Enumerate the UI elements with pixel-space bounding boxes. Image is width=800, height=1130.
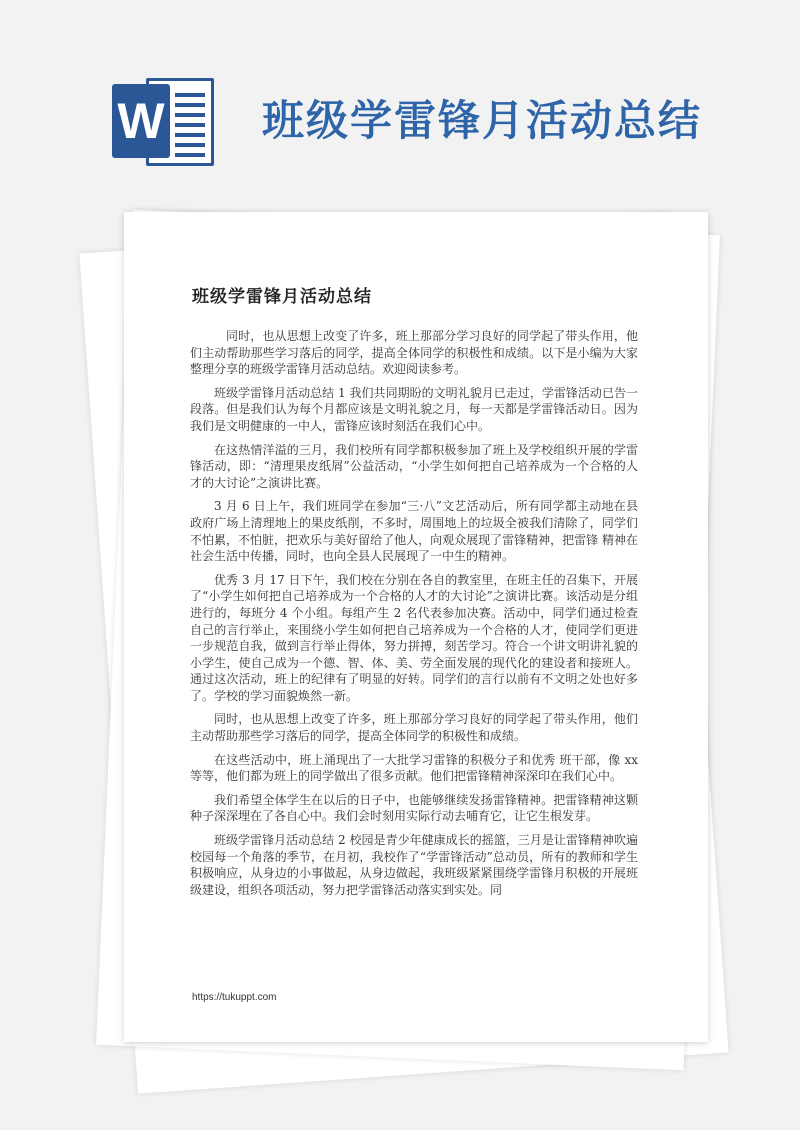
page-title: 班级学雷锋月活动总结	[262, 96, 703, 145]
document-title: 班级学雷锋月活动总结	[192, 287, 372, 307]
paragraph: 在这热情洋溢的三月，我们校所有同学都积极参加了班上及学校组织开展的学雷锋活动，即：“清理果皮纸屑”公益活动，“小学生如何把自己培养成为一个合格的人才的大讨论”之演讲比赛。	[190, 442, 638, 490]
paragraph: 3 月 6 日上午，我们班同学在参加“三·八”文艺活动后，所有同学都主动地在县政府广场上清理地上的果皮纸削，不多时，周围地上的垃圾全被我们清除了，同学们不怕累，不怕脏，把欢乐与美好留给了他人，向观众展现了雷锋精神，把雷锋 精神在社会生活中传播，同时，也向全县人民展现了一中生的精神。	[190, 499, 638, 564]
paragraph: 同时，也从思想上改变了许多，班上那部分学习良好的同学起了带头作用，他们主动帮助那些学习落后的同学，提高全体同学的积极性和成绩。以下是小编为大家整理分享的班级学雷锋月活动总结。欢迎阅读参考。	[190, 329, 638, 377]
paragraph: 我们希望全体学生在以后的日子中，也能够继续发扬雷锋精神。把雷锋精神这颗种子深深埋在了各自心中。我们会时刻用实际行动去哺育它，让它生根发芽。	[190, 792, 638, 824]
paragraph: 优秀 3 月 17 日下午，我们校在分别在各自的教室里，在班主任的召集下，开展了“小学生如何把自己培养成为一个合格的人才的大讨论”之演讲比赛。该活动是分组进行的，每班分 4 个小组。每组产生 2 名代表参加决赛。活动中，同学们通过检查自己的言行举止，来围绕小学生如何把自己培养成为一个合格的人才，使同学们更进一步规范自我，做到言行举止得体，努力拼搏，刻苦学习。符合一个讲文明讲礼貌的小学生，使自己成为一个德、智、体、美、劳全面发展的现代化的建设者和接班人。通过这次活动，班上的纪律有了明显的好转。同学们的言行以前有不文明之处也好多了。学校的学习面貌焕然一新。	[190, 572, 638, 703]
paragraph: 在这些活动中，班上涌现出了一大批学习雷锋的积极分子和优秀 班干部，像 xx 等等，他们都为班上的同学做出了很多贡献。他们把雷锋精神深深印在我们心中。	[190, 752, 638, 784]
footer-url: https://tukuppt.com	[192, 992, 277, 1003]
paragraph: 班级学雷锋月活动总结 1 我们共同期盼的文明礼貌月已走过，学雷锋活动已告一段落。但是我们认为每个月都应该是文明礼貌之月，每一天都是学雷锋活动日。因为我们是文明健康的一中人，雷锋应该时刻活在我们心中。	[190, 385, 638, 433]
word-logo-letter: W	[112, 84, 170, 158]
document-page	[124, 212, 708, 1042]
document-body	[190, 328, 638, 905]
paragraph: 班级学雷锋月活动总结 2 校园是青少年健康成长的摇篮，三月是让雷锋精神吹遍校园每一个角落的季节，在月初，我校作了“学雷锋活动”总动员，所有的教师和学生积极响应，从身边的小事做起，从身边做起，我班级紧紧围绕学雷锋月积极的开展班级建设，组织各项活动，努力把学雷锋活动落实到实处。同	[190, 833, 638, 897]
word-document-icon	[112, 74, 216, 170]
paragraph: 同时，也从思想上改变了许多，班上那部分学习良好的同学起了带头作用，他们主动帮助那些学习落后的同学，提高全体同学的积极性和成绩。	[190, 712, 638, 744]
header	[0, 0, 800, 200]
